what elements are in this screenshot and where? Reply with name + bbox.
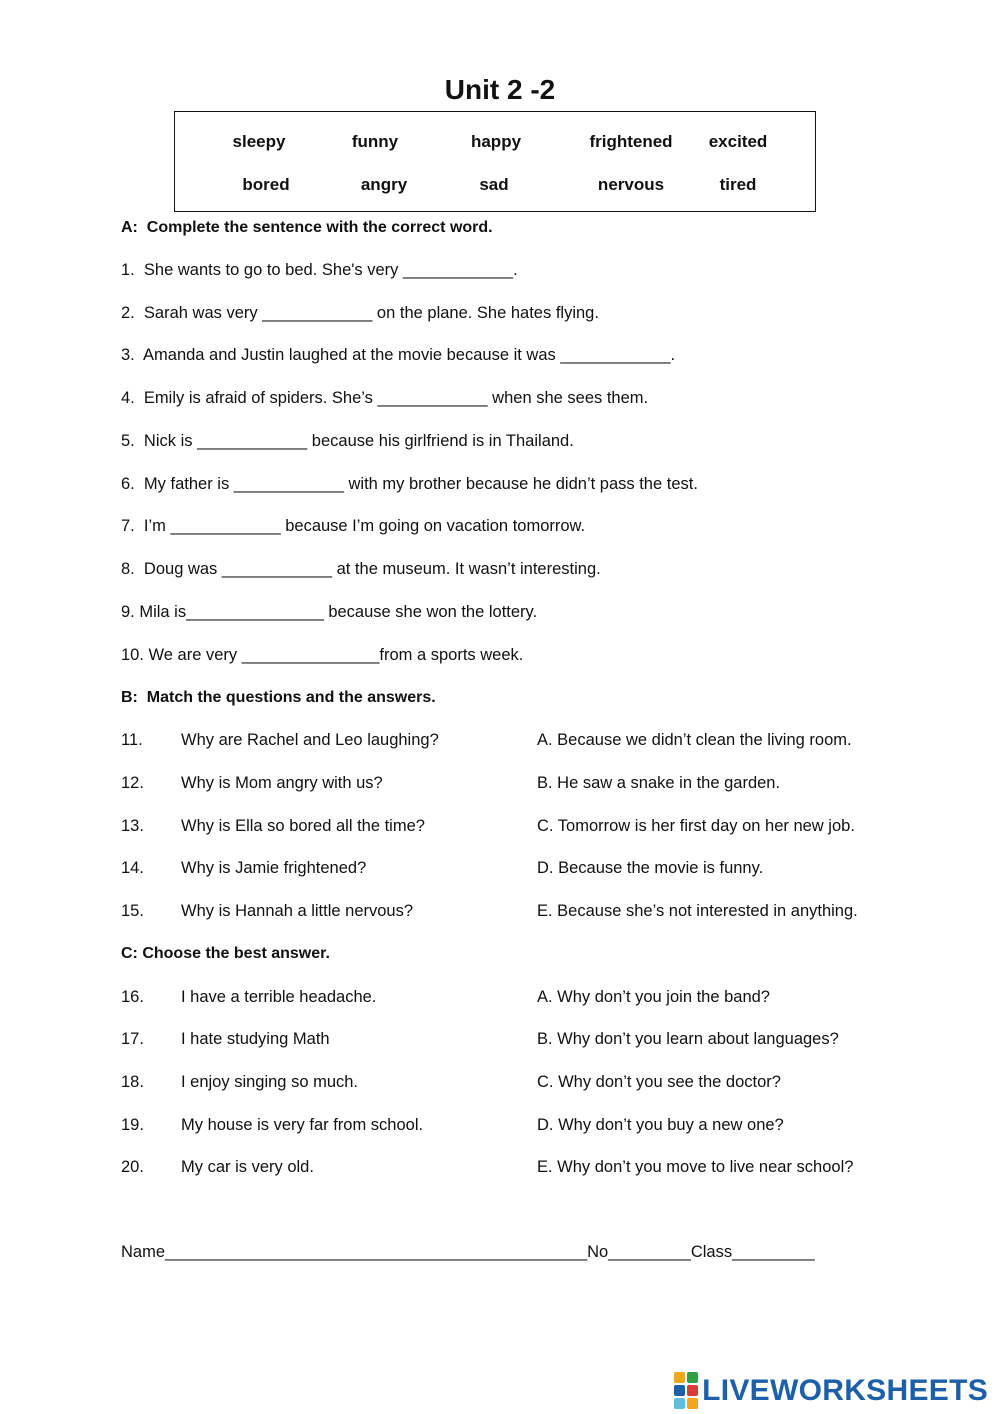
word-bank-word: sad [479, 175, 509, 194]
choice-prompt: I enjoy singing so much. [181, 1073, 359, 1091]
section-a-item: 3. Amanda and Justin laughed at the movie because it was ____________. [121, 346, 676, 364]
section-c-heading: C: Choose the best answer. [121, 945, 330, 962]
match-question: Why is Mom angry with us? [181, 774, 383, 792]
section-a-heading: A: Complete the sentence with the correct word. [121, 219, 493, 236]
logo-tile [687, 1372, 698, 1383]
section-a-item: 4. Emily is afraid of spiders. She’s ____________ when she sees them. [121, 389, 649, 407]
liveworksheets-logo [674, 1372, 988, 1409]
question-number: 13. [121, 817, 144, 835]
section-a-item: 5. Nick is ____________ because his girlfriend is in Thailand. [121, 432, 574, 450]
match-question: Why are Rachel and Leo laughing? [181, 731, 439, 749]
section-a-item: 1. She wants to go to bed. She's very ____________. [121, 261, 518, 279]
question-number: 14. [121, 859, 144, 877]
match-answer: A. Because we didn’t clean the living room. [537, 731, 852, 749]
match-question: Why is Hannah a little nervous? [181, 902, 414, 920]
match-question: Why is Jamie frightened? [181, 859, 367, 877]
choice-answer: A. Why don’t you join the band? [537, 988, 770, 1006]
word-bank-word: nervous [597, 175, 665, 194]
question-number: 12. [121, 774, 144, 792]
logo-tile [674, 1372, 685, 1383]
logo-tiles-icon [674, 1372, 698, 1409]
choice-answer: D. Why don’t you buy a new one? [537, 1116, 784, 1134]
match-question: Why is Ella so bored all the time? [181, 817, 425, 835]
choice-prompt: I hate studying Math [181, 1030, 330, 1048]
name-class-line: Name______________________________________________No_________Class_________ [121, 1243, 815, 1261]
question-number: 16. [121, 988, 144, 1006]
word-bank-word: happy [470, 132, 522, 151]
question-number: 20. [121, 1158, 144, 1176]
section-b-heading: B: Match the questions and the answers. [121, 689, 436, 706]
section-a-item: 9. Mila is_______________ because she won the lottery. [121, 603, 538, 621]
section-a-item: 2. Sarah was very ____________ on the plane. She hates flying. [121, 304, 599, 322]
section-a-item: 8. Doug was ____________ at the museum. It wasn’t interesting. [121, 560, 601, 578]
word-bank-word: excited [708, 132, 768, 151]
word-bank-word: sleepy [232, 132, 286, 151]
word-bank-word: funny [351, 132, 399, 151]
question-number: 19. [121, 1116, 144, 1134]
choice-answer: B. Why don’t you learn about languages? [537, 1030, 839, 1048]
match-answer: D. Because the movie is funny. [537, 859, 764, 877]
choice-prompt: My car is very old. [181, 1158, 314, 1176]
match-answer: E. Because she’s not interested in anything. [537, 902, 858, 920]
section-a-item: 6. My father is ____________ with my brother because he didn’t pass the test. [121, 475, 698, 493]
word-bank-word: tired [719, 175, 757, 194]
choice-prompt: I have a terrible headache. [181, 988, 377, 1006]
logo-tile [674, 1385, 685, 1396]
section-a-item: 7. I’m ____________ because I’m going on vacation tomorrow. [121, 517, 586, 535]
word-bank-word: bored [242, 175, 290, 194]
word-bank-box [174, 111, 816, 212]
choice-answer: E. Why don’t you move to live near school? [537, 1158, 854, 1176]
question-number: 17. [121, 1030, 144, 1048]
question-number: 18. [121, 1073, 144, 1091]
question-number: 15. [121, 902, 144, 920]
choice-answer: C. Why don’t you see the doctor? [537, 1073, 781, 1091]
match-answer: C. Tomorrow is her first day on her new job. [537, 817, 855, 835]
logo-text: LIVEWORKSHEETS [702, 1373, 988, 1407]
question-number: 11. [121, 731, 143, 749]
section-a-item: 10. We are very _______________from a sports week. [121, 646, 524, 664]
logo-tile [674, 1398, 685, 1409]
logo-tile [687, 1385, 698, 1396]
page-title: Unit 2 -2 [444, 74, 556, 105]
match-answer: B. He saw a snake in the garden. [537, 774, 781, 792]
word-bank-word: angry [360, 175, 408, 194]
word-bank-word: frightened [589, 132, 673, 151]
choice-prompt: My house is very far from school. [181, 1116, 424, 1134]
logo-tile [687, 1398, 698, 1409]
